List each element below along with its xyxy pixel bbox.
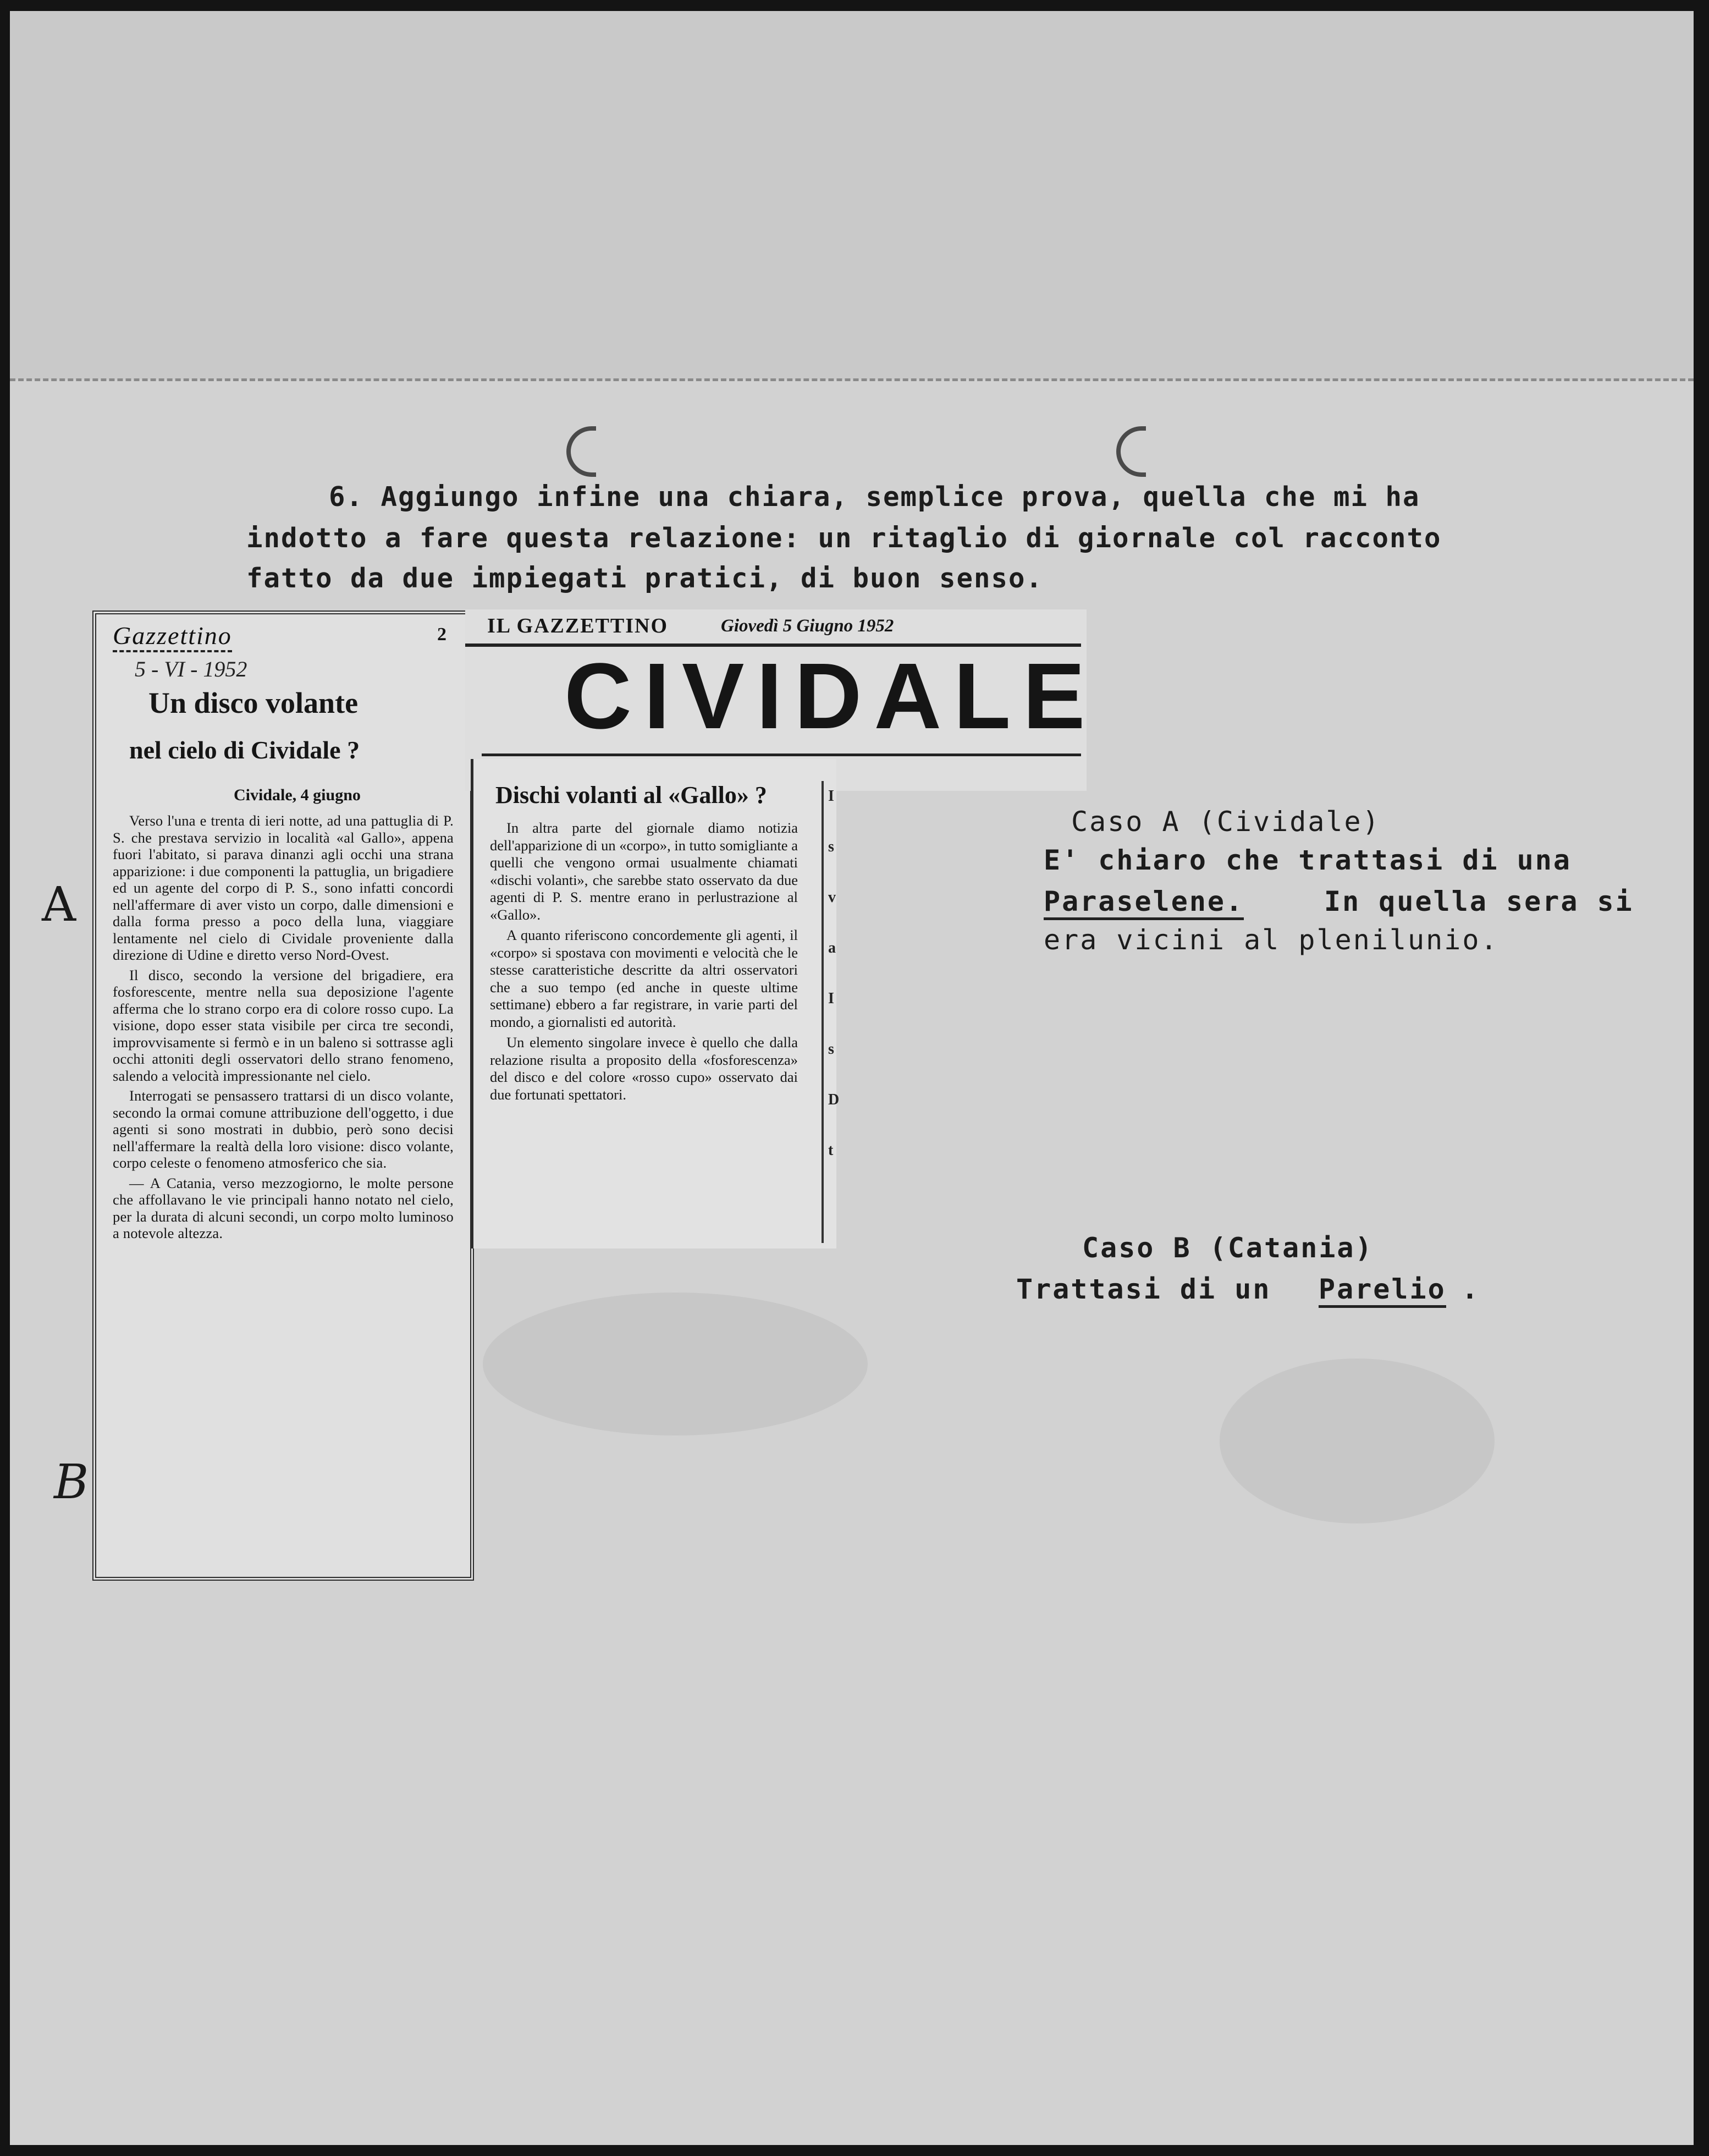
article-paragraph: — A Catania, verso mezzogiorno, le molte persone che affollavano le vie principali hanno notato nel cielo, per la durata di alcuni secondi, un corpo molto luminoso a notevole altezza. [113,1174,454,1241]
newspaper-issue-date: Giovedì 5 Giugno 1952 [721,616,894,636]
side-column-mark: D [828,1091,840,1108]
case-b-period: . [1462,1273,1480,1305]
case-a-title: Caso A (Cividale) [1071,806,1381,838]
clipping-article-body [490,820,798,1107]
clipping-subheadline: nel cielo di Cividale ? [129,736,360,764]
handwritten-date: 5 - VI - 1952 [135,657,247,681]
case-a-line-2: In quella sera si [1324,886,1634,917]
scan-top-blank-area [10,11,1694,380]
side-column-mark: s [828,838,834,855]
side-column-mark: v [828,889,836,906]
article-paragraph: Un elemento singolare invece è quello che dalla relazione risulta a proposito della «fosforescenza» del disco e del colore «rosso cupo» osservato dai due fortunati spettatori. [490,1034,798,1103]
clipping-article-body [113,812,454,1245]
masthead-rule [482,754,1081,756]
scan-smudge [483,1292,868,1436]
side-column-mark: t [828,1142,834,1159]
clipping-headline: Dischi volanti al «Gallo» ? [495,782,767,809]
article-paragraph: In altra parte del giornale diamo notizia dell'apparizione di un «corpo», in tutto somigliante a quelli che vengono ormai usualmente chiamati «dischi volanti», che sarebbe stato osservato da due agenti di P. S. mentre erano in perlustrazione al «Gallo». [490,820,798,923]
page-fold-line [10,378,1694,381]
case-a-line-3: era vicini al plenilunio. [1044,924,1499,956]
article-paragraph: Verso l'una e trenta di ieri notte, ad una pattuglia di P. S. che prestava servizio in località «al Gallo», appena fuori l'abitato, si parava dinanzi agli occhi una strana apparizione: i due componenti la pattuglia, un brigadiere ed un agente del corpo di P. S., sono infatti concordi nell'affermare di aver visto un corpo, dalle dimensioni e dalla forma presso a poco della luna, viaggiare lentamente nel cielo di Cividale proveniente dalla direzione di Udine e diretto verso Nord-Ovest. [113,812,454,963]
margin-letter-a: A [42,877,76,932]
side-column-mark: I [828,788,834,805]
article-paragraph: A quanto riferiscono concordemente gli agenti, il «corpo» si spostava con movimenti e velocità che le stesse caratteristiche descritte da altri osservatori che a suo tempo (ed anche in queste ultime settimane) ebbero a far registrare, in varie parti del mondo, a giornalisti ed autorità. [490,927,798,1030]
binder-hole-left [566,426,596,477]
clipping-headline: Un disco volante [148,686,359,719]
intro-line-3: fatto da due impiegati pratici, di buon senso. [246,563,1044,594]
side-column-mark: a [828,939,836,956]
binder-hole-right [1116,426,1146,477]
side-column-mark: I [828,990,834,1007]
city-section-header: CIVIDALE [564,644,1098,749]
case-a-line-1: E' chiaro che trattasi di una [1044,844,1572,876]
case-a-underlined-term: Paraselene. [1044,886,1244,920]
clipping-page-number: 2 [437,624,446,645]
clipping-side-column-fragment [822,781,840,1243]
scan-smudge [1220,1358,1495,1524]
article-paragraph: Interrogati se pensassero trattarsi di un disco volante, secondo la ormai comune attribuzione dell'oggetto, i due agenti si sono mostrati in dubbio, però sono decisi nell'affermare la realtà della loro visione: disco volante, corpo celeste o fenomeno atmosferico che sia. [113,1087,454,1171]
clipping-dateline: Cividale, 4 giugno [234,786,361,804]
article-paragraph: Il disco, secondo la versione del brigadiere, era fosforescente, mentre nella sua deposizione l'agente afferma che lo strano corpo era di colore rosso cupo. La visione, dopo esser stata visibile per circa tre secondi, improvvisamente si fermò e in un baleno si sottrasse agli occhi attoniti degli osservatori dello strano fenomeno, salendo a velocità impressionante nel cielo. [113,966,454,1084]
intro-line-1: 6. Aggiungo infine una chiara, semplice prova, quella che mi ha [329,481,1420,513]
newspaper-clipping-right [471,759,836,1248]
side-column-mark: s [828,1041,834,1058]
case-b-line: Trattasi di un [1016,1273,1271,1305]
case-b-title: Caso B (Catania) [1082,1232,1374,1264]
scanned-page [10,11,1694,2145]
case-b-underlined-term: Parelio [1319,1273,1446,1308]
handwritten-newspaper-name: Gazzettino [113,621,232,652]
newspaper-name: IL GAZZETTINO [487,614,669,637]
newspaper-clipping-left [92,610,474,1581]
margin-letter-b: B [54,1455,89,1510]
intro-line-2: indotto a fare questa relazione: un ritaglio di giornale col racconto [246,522,1442,554]
